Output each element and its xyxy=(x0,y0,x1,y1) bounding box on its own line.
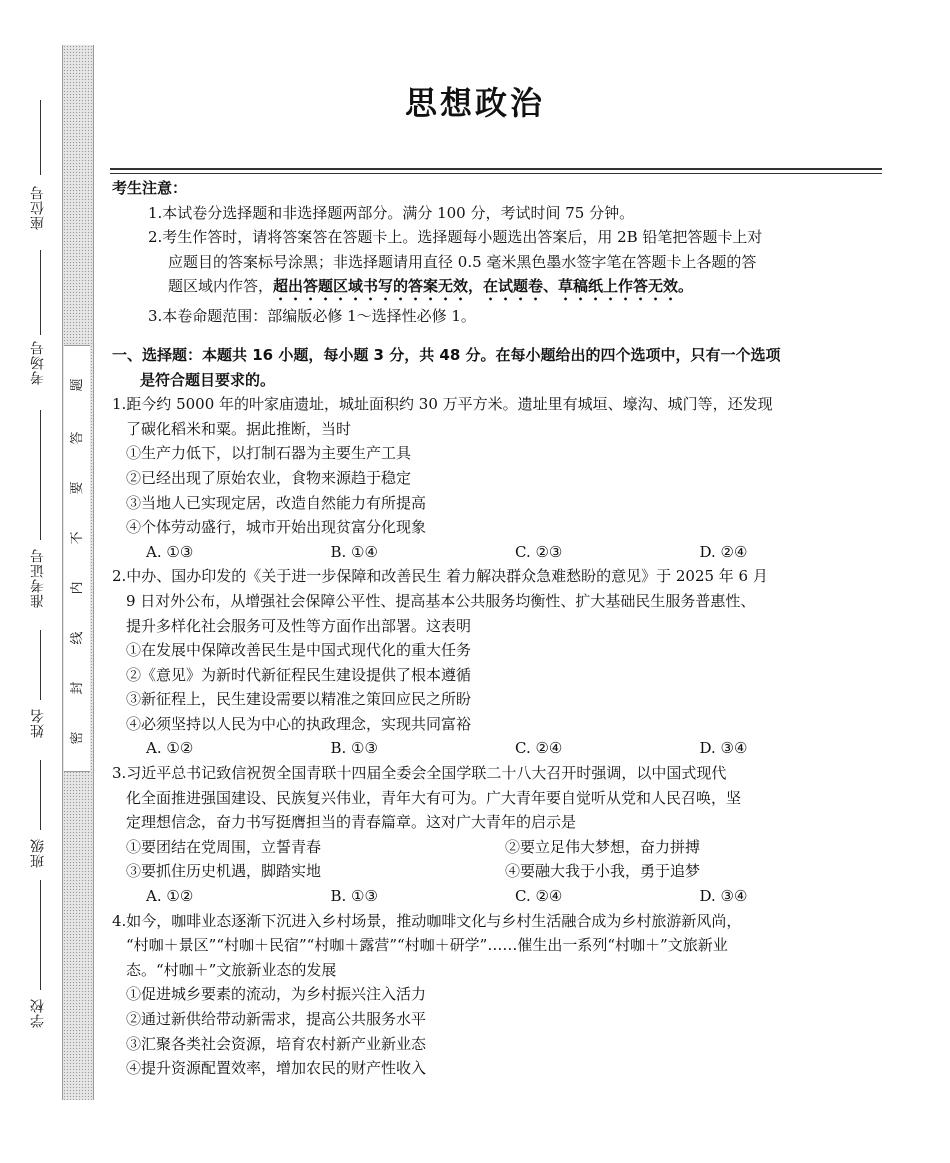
choice[interactable]: C. ②④ xyxy=(515,887,563,906)
choice[interactable]: D. ③④ xyxy=(699,739,748,758)
seat-number-label: 座位号 xyxy=(30,185,46,230)
seal-char: 答 xyxy=(70,431,85,445)
question-stem: “村咖＋景区”“村咖＋民宿”“村咖＋露营”“村咖＋研学”……催生出一系列“村咖＋”文旅新业 xyxy=(126,936,728,955)
question-option: ②要立足伟大梦想，奋力拼搏 xyxy=(505,837,701,856)
choice[interactable]: C. ②④ xyxy=(515,739,563,758)
notice-text: 题区域内作答， xyxy=(168,277,274,296)
question-stem: 提升多样化社会服务可及性等方面作出部署。这表明 xyxy=(126,616,472,635)
choice[interactable]: B. ①③ xyxy=(330,887,378,906)
notice-heading: 考生注意： xyxy=(112,179,188,197)
question-option: ①要团结在党周围，立誓青春 xyxy=(126,837,322,856)
section-heading: 一、选择题：本题共 16 小题，每小题 3 分，共 48 分。在每小题给出的四个选项中，只有一个选项 xyxy=(112,345,781,364)
seal-char: 线 xyxy=(70,631,85,645)
question-option: ④提升资源配置效率，增加农民的财产性收入 xyxy=(126,1059,427,1078)
question-option: ②已经出现了原始农业，食物来源趋于稳定 xyxy=(126,468,412,487)
question-option: ②通过新供给带动新需求，提高公共服务水平 xyxy=(126,1010,427,1028)
ticket-number-line[interactable] xyxy=(40,410,41,540)
seal-char: 要 xyxy=(70,481,85,495)
choice[interactable]: B. ①④ xyxy=(330,542,378,561)
seal-area xyxy=(64,345,90,772)
title-rule xyxy=(110,168,882,170)
question-stem: 定理想信念，奋力书写挺膺担当的青春篇章。这对广大青年的启示是 xyxy=(126,813,577,832)
question-option: ③汇聚各类社会资源，培育农村新产业新业态 xyxy=(126,1034,427,1053)
question-option-row xyxy=(112,859,884,884)
class-label: 班级 xyxy=(30,838,46,868)
seal-char: 题 xyxy=(70,378,85,392)
school-label: 学校 xyxy=(30,998,46,1028)
answer-choices xyxy=(112,540,884,565)
exam-content xyxy=(112,176,884,1081)
choice[interactable]: A. ①② xyxy=(146,739,194,758)
question-option: ④要融大我于小我，勇于追梦 xyxy=(505,862,701,881)
exam-room-line[interactable] xyxy=(40,250,41,335)
section-heading: 是符合题目要求的。 xyxy=(140,370,276,389)
question-stem: 3.习近平总书记致信祝贺全国青联十四届全委会全国学联二十八大召开时强调，以中国式现代 xyxy=(112,764,727,783)
exam-room-label: 考场号 xyxy=(30,340,46,385)
answer-choices xyxy=(112,884,884,909)
question-stem: 化全面推进强国建设、民族复兴伟业，青年大有可为。广大青年要自觉听从党和人民召唤，坚 xyxy=(126,788,742,807)
notice-item: 3.本卷命题范围：部编版必修 1～选择性必修 1。 xyxy=(148,307,476,326)
notice-item: 1.本试卷分选择题和非选择题两部分。满分 100 分，考试时间 75 分钟。 xyxy=(148,203,635,222)
question-stem: 1.距今约 5000 年的叶家庙遗址，城址面积约 30 万平方米。遗址里有城垣、壕沟、城门等，还发现 xyxy=(112,395,773,414)
choice[interactable]: C. ②③ xyxy=(515,542,563,561)
seal-char: 不 xyxy=(70,531,85,545)
question-stem: 4.如今，咖啡业态逐渐下沉进入乡村场景，推动咖啡文化与乡村生活融合成为乡村旅游新风尚， xyxy=(112,911,742,930)
choice[interactable]: B. ①③ xyxy=(330,739,378,758)
seal-char: 密 xyxy=(70,731,85,745)
notice-item: 2.考生作答时，请将答案答在答题卡上。选择题每小题选出答案后，用 2B 铅笔把答题卡上对 xyxy=(148,228,763,247)
question-option: ③新征程上，民生建设需要以精准之策回应民之所盼 xyxy=(126,690,472,709)
question-option: ①生产力低下，以打制石器为主要生产工具 xyxy=(126,444,412,463)
choice[interactable]: D. ②④ xyxy=(699,542,748,561)
name-label: 姓名 xyxy=(30,708,46,738)
answer-choices xyxy=(112,736,884,761)
notice-item: 应题目的答案标号涂黑；非选择题请用直径 0.5 毫米黑色墨水签字笔在答题卡上各题的答 xyxy=(168,252,757,271)
name-line[interactable] xyxy=(40,630,41,700)
question-option: ①在发展中保障改善民生是中国式现代化的重大任务 xyxy=(126,641,472,660)
question-stem: 9 日对外公布，从增强社会保障公平性、提高基本公共服务均衡性、扩大基础民生服务普惠性、 xyxy=(126,591,756,610)
question-stem: 了碳化稻米和粟。据此推断，当时 xyxy=(126,419,352,438)
choice[interactable]: A. ①③ xyxy=(146,542,194,561)
choice[interactable]: A. ①② xyxy=(146,887,194,906)
question-option: ③当地人已实现定居，改造自然能力有所提高 xyxy=(126,493,427,512)
ticket-number-label: 准考证号 xyxy=(30,548,46,608)
page-title: 思想政治 xyxy=(404,84,545,122)
seal-char: 内 xyxy=(70,581,85,595)
question-option: ③要抓住历史机遇，脚踏实地 xyxy=(126,862,322,881)
notice-emphasis: 超出答题区域书写的答案无效，在试题卷、草稿纸上作答无效。 xyxy=(273,277,694,296)
class-line[interactable] xyxy=(40,760,41,830)
notice-item xyxy=(112,274,884,304)
question-option: ④必须坚持以人民为中心的执政理念，实现共同富裕 xyxy=(126,714,472,733)
title-rule xyxy=(110,173,882,174)
question-option: ④个体劳动盛行，城市开始出现贫富分化现象 xyxy=(126,518,427,537)
question-option: ②《意见》为新时代新征程民生建设提供了根本遵循 xyxy=(126,665,472,684)
seal-char: 封 xyxy=(70,681,85,695)
question-stem: 2.中办、国办印发的《关于进一步保障和改善民生 着力解决群众急难愁盼的意见》于 2025 年 6 月 xyxy=(112,567,768,586)
question-option: ①促进城乡要素的流动，为乡村振兴注入活力 xyxy=(126,985,427,1004)
question-stem: 态。“村咖＋”文旅新业态的发展 xyxy=(126,960,337,979)
choice[interactable]: D. ③④ xyxy=(699,887,748,906)
question-option-row xyxy=(112,835,884,860)
school-line[interactable] xyxy=(40,880,41,990)
